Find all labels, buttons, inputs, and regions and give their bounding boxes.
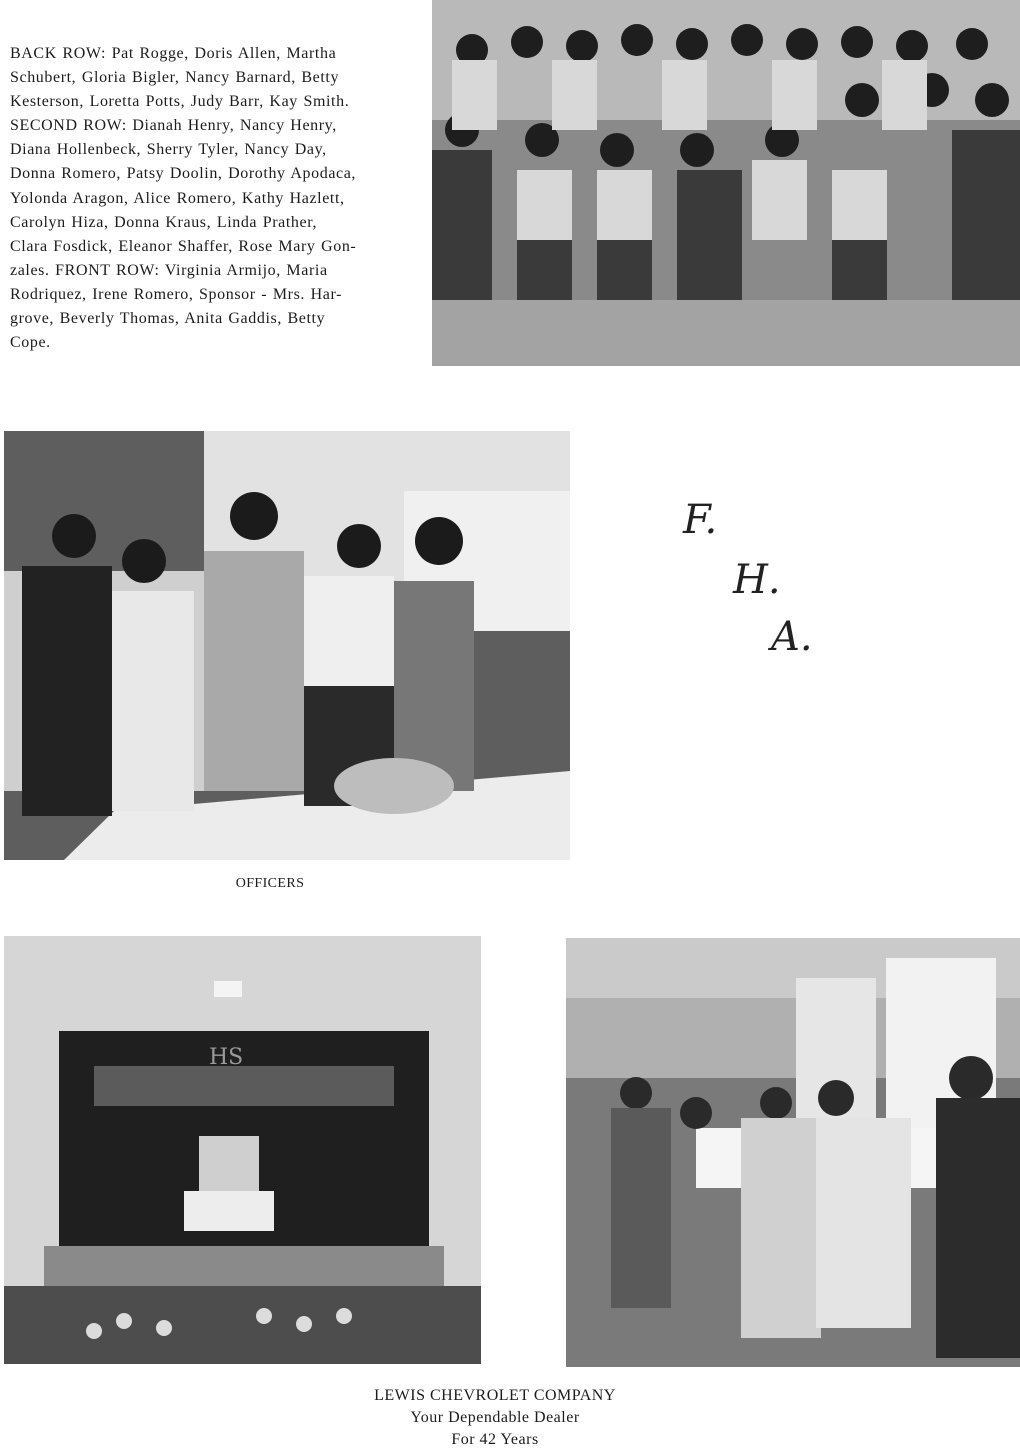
caption-line: zales. FRONT ROW: Virginia Armijo, Maria	[10, 261, 328, 279]
group-photo	[432, 0, 1020, 366]
stage-banner-text: HS	[209, 1045, 244, 1070]
stage-photo	[4, 936, 481, 1364]
title-letter-a: A.	[771, 614, 813, 660]
caption-line: Donna Romero, Patsy Doolin, Dorothy Apodaca,	[10, 165, 357, 183]
caption-line: Kesterson, Loretta Potts, Judy Barr, Kay Smith.	[10, 93, 350, 111]
caption-line: Schubert, Gloria Bigler, Nancy Barnard, Betty	[10, 69, 340, 87]
party-photo	[566, 938, 1020, 1367]
ad-tagline: Your Dependable Dealer	[410, 1409, 580, 1426]
caption-line: Clara Fosdick, Eleanor Shaffer, Rose Mary Gon-	[10, 237, 357, 255]
party-photo-art	[566, 938, 1020, 1367]
officers-photo-art	[4, 431, 570, 860]
caption-line: Rodriquez, Irene Romero, Sponsor - Mrs. Har-	[10, 285, 343, 303]
stage-photo-art	[4, 936, 481, 1364]
ad-company: LEWIS CHEVROLET COMPANY	[374, 1387, 616, 1404]
group-photo-caption	[10, 42, 414, 355]
caption-line: grove, Beverly Thomas, Anita Gaddis, Betty	[10, 310, 326, 328]
caption-line: Diana Hollenbeck, Sherry Tyler, Nancy Day,	[10, 141, 327, 159]
caption-line: BACK ROW: Pat Rogge, Doris Allen, Martha	[10, 45, 337, 62]
title-letter-h: H.	[733, 557, 781, 603]
caption-line: Yolonda Aragon, Alice Romero, Kathy Hazlett,	[10, 189, 345, 207]
sponsor-ad	[300, 1385, 690, 1451]
title-letter-f: F.	[683, 497, 718, 543]
officers-caption: OFFICERS	[235, 876, 305, 891]
caption-line: Cope.	[10, 334, 51, 352]
caption-line: Carolyn Hiza, Donna Kraus, Linda Prather,	[10, 213, 318, 231]
group-photo-art	[432, 0, 1020, 366]
ad-years: For 42 Years	[451, 1431, 539, 1448]
officers-photo	[4, 431, 570, 860]
caption-line: SECOND ROW: Dianah Henry, Nancy Henry,	[10, 117, 337, 135]
